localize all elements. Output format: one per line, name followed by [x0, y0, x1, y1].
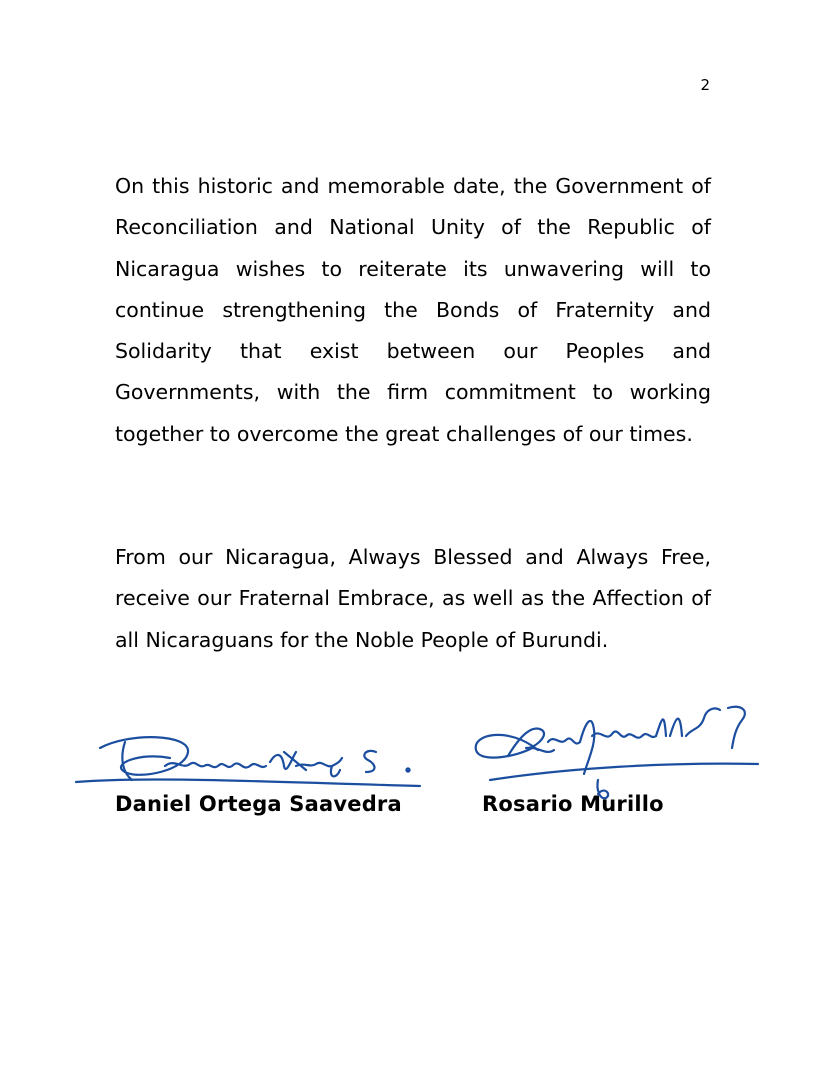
signatory-name-2: Rosario Murillo	[482, 792, 664, 816]
page-number: 2	[700, 76, 710, 94]
body-paragraph-1: On this historic and memorable date, the Government of Reconciliation and National Unity of the Republic of Nicaragua wishes to reiterate its unwavering will to continue strengthening the Bonds of Fraternity and Solidarity that exist between our Peoples and Governments, with the firm commitment to working together to overcome the great challenges of our times.	[115, 174, 711, 446]
body-paragraph-2: From our Nicaragua, Always Blessed and Always Free, receive our Fraternal Embrace, as well as the Affection of all Nicaraguans for the Noble People of Burundi.	[115, 545, 711, 652]
signature-daniel-ortega	[70, 722, 430, 802]
signatory-name-1: Daniel Ortega Saavedra	[115, 792, 402, 816]
